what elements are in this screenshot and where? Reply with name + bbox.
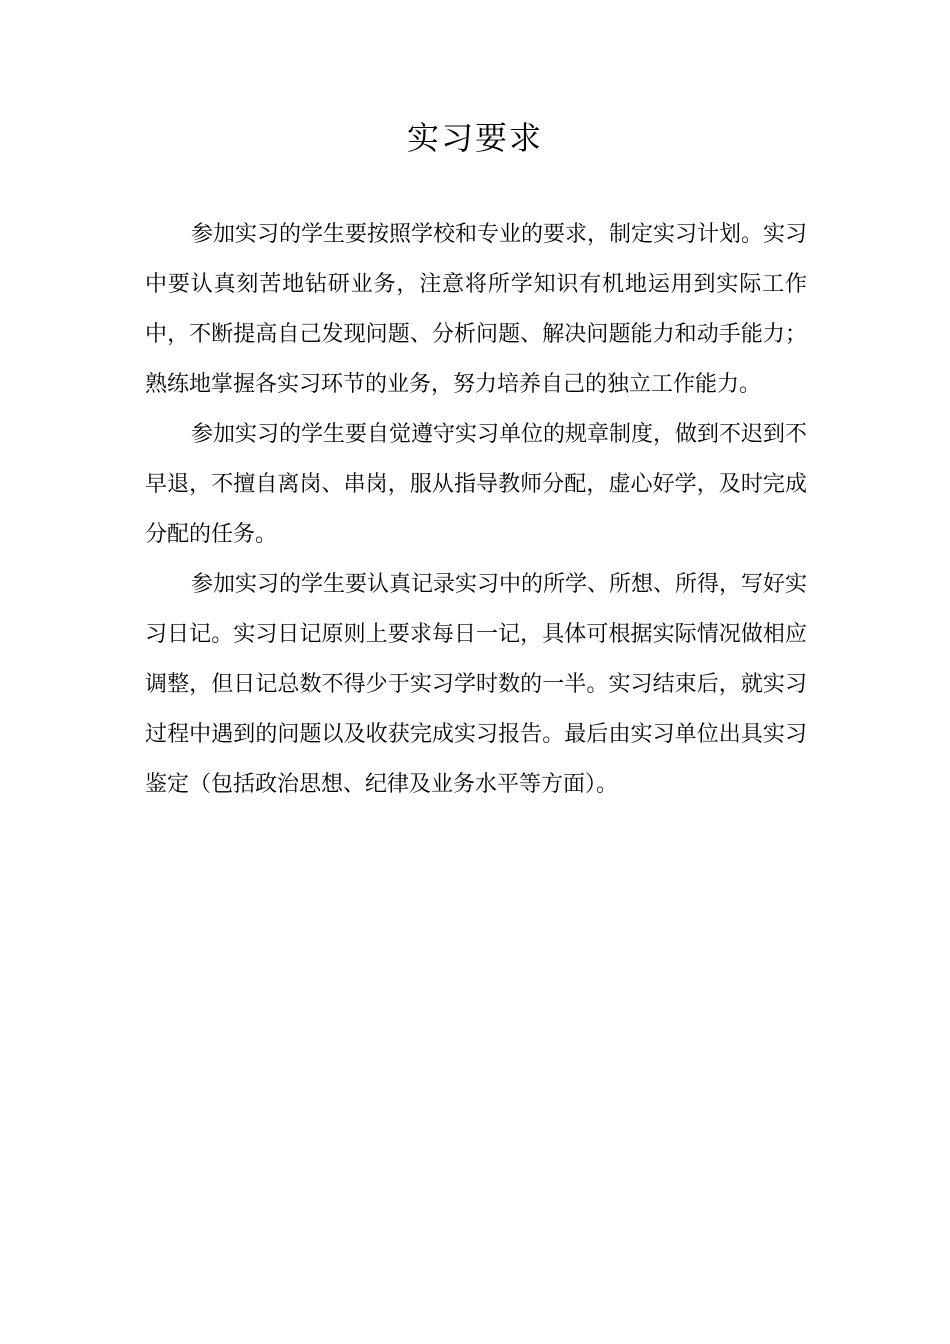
paragraph-discipline: 参加实习的学生要自觉遵守实习单位的规章制度，做到不迟到不早退，不擅自离岗、串岗，服从指导教师分配，虚心好学，及时完成分配的任务。 [145, 422, 808, 547]
paragraph-diary-report: 参加实习的学生要认真记录实习中的所学、所想、所得，写好实习日记。实习日记原则上要求每日一记，具体可根据实际情况做相应调整，但日记总数不得少于实习学时数的一半。实习结束后，就实习过程中遇到的问题以及收获完成实习报告。最后由实习单位出具实习鉴定（包括政治思想、纪律及业务水平等方面）。 [145, 572, 808, 797]
paragraph-plan: 参加实习的学生要按照学校和专业的要求，制定实习计划。实习中要认真刻苦地钻研业务，注意将所学知识有机地运用到实际工作中，不断提高自己发现问题、分析问题、解决问题能力和动手能力；熟练地掌握各实习环节的业务，努力培养自己的独立工作能力。 [145, 222, 808, 397]
document-title: 实习要求 [406, 119, 543, 157]
document-body [145, 210, 807, 810]
